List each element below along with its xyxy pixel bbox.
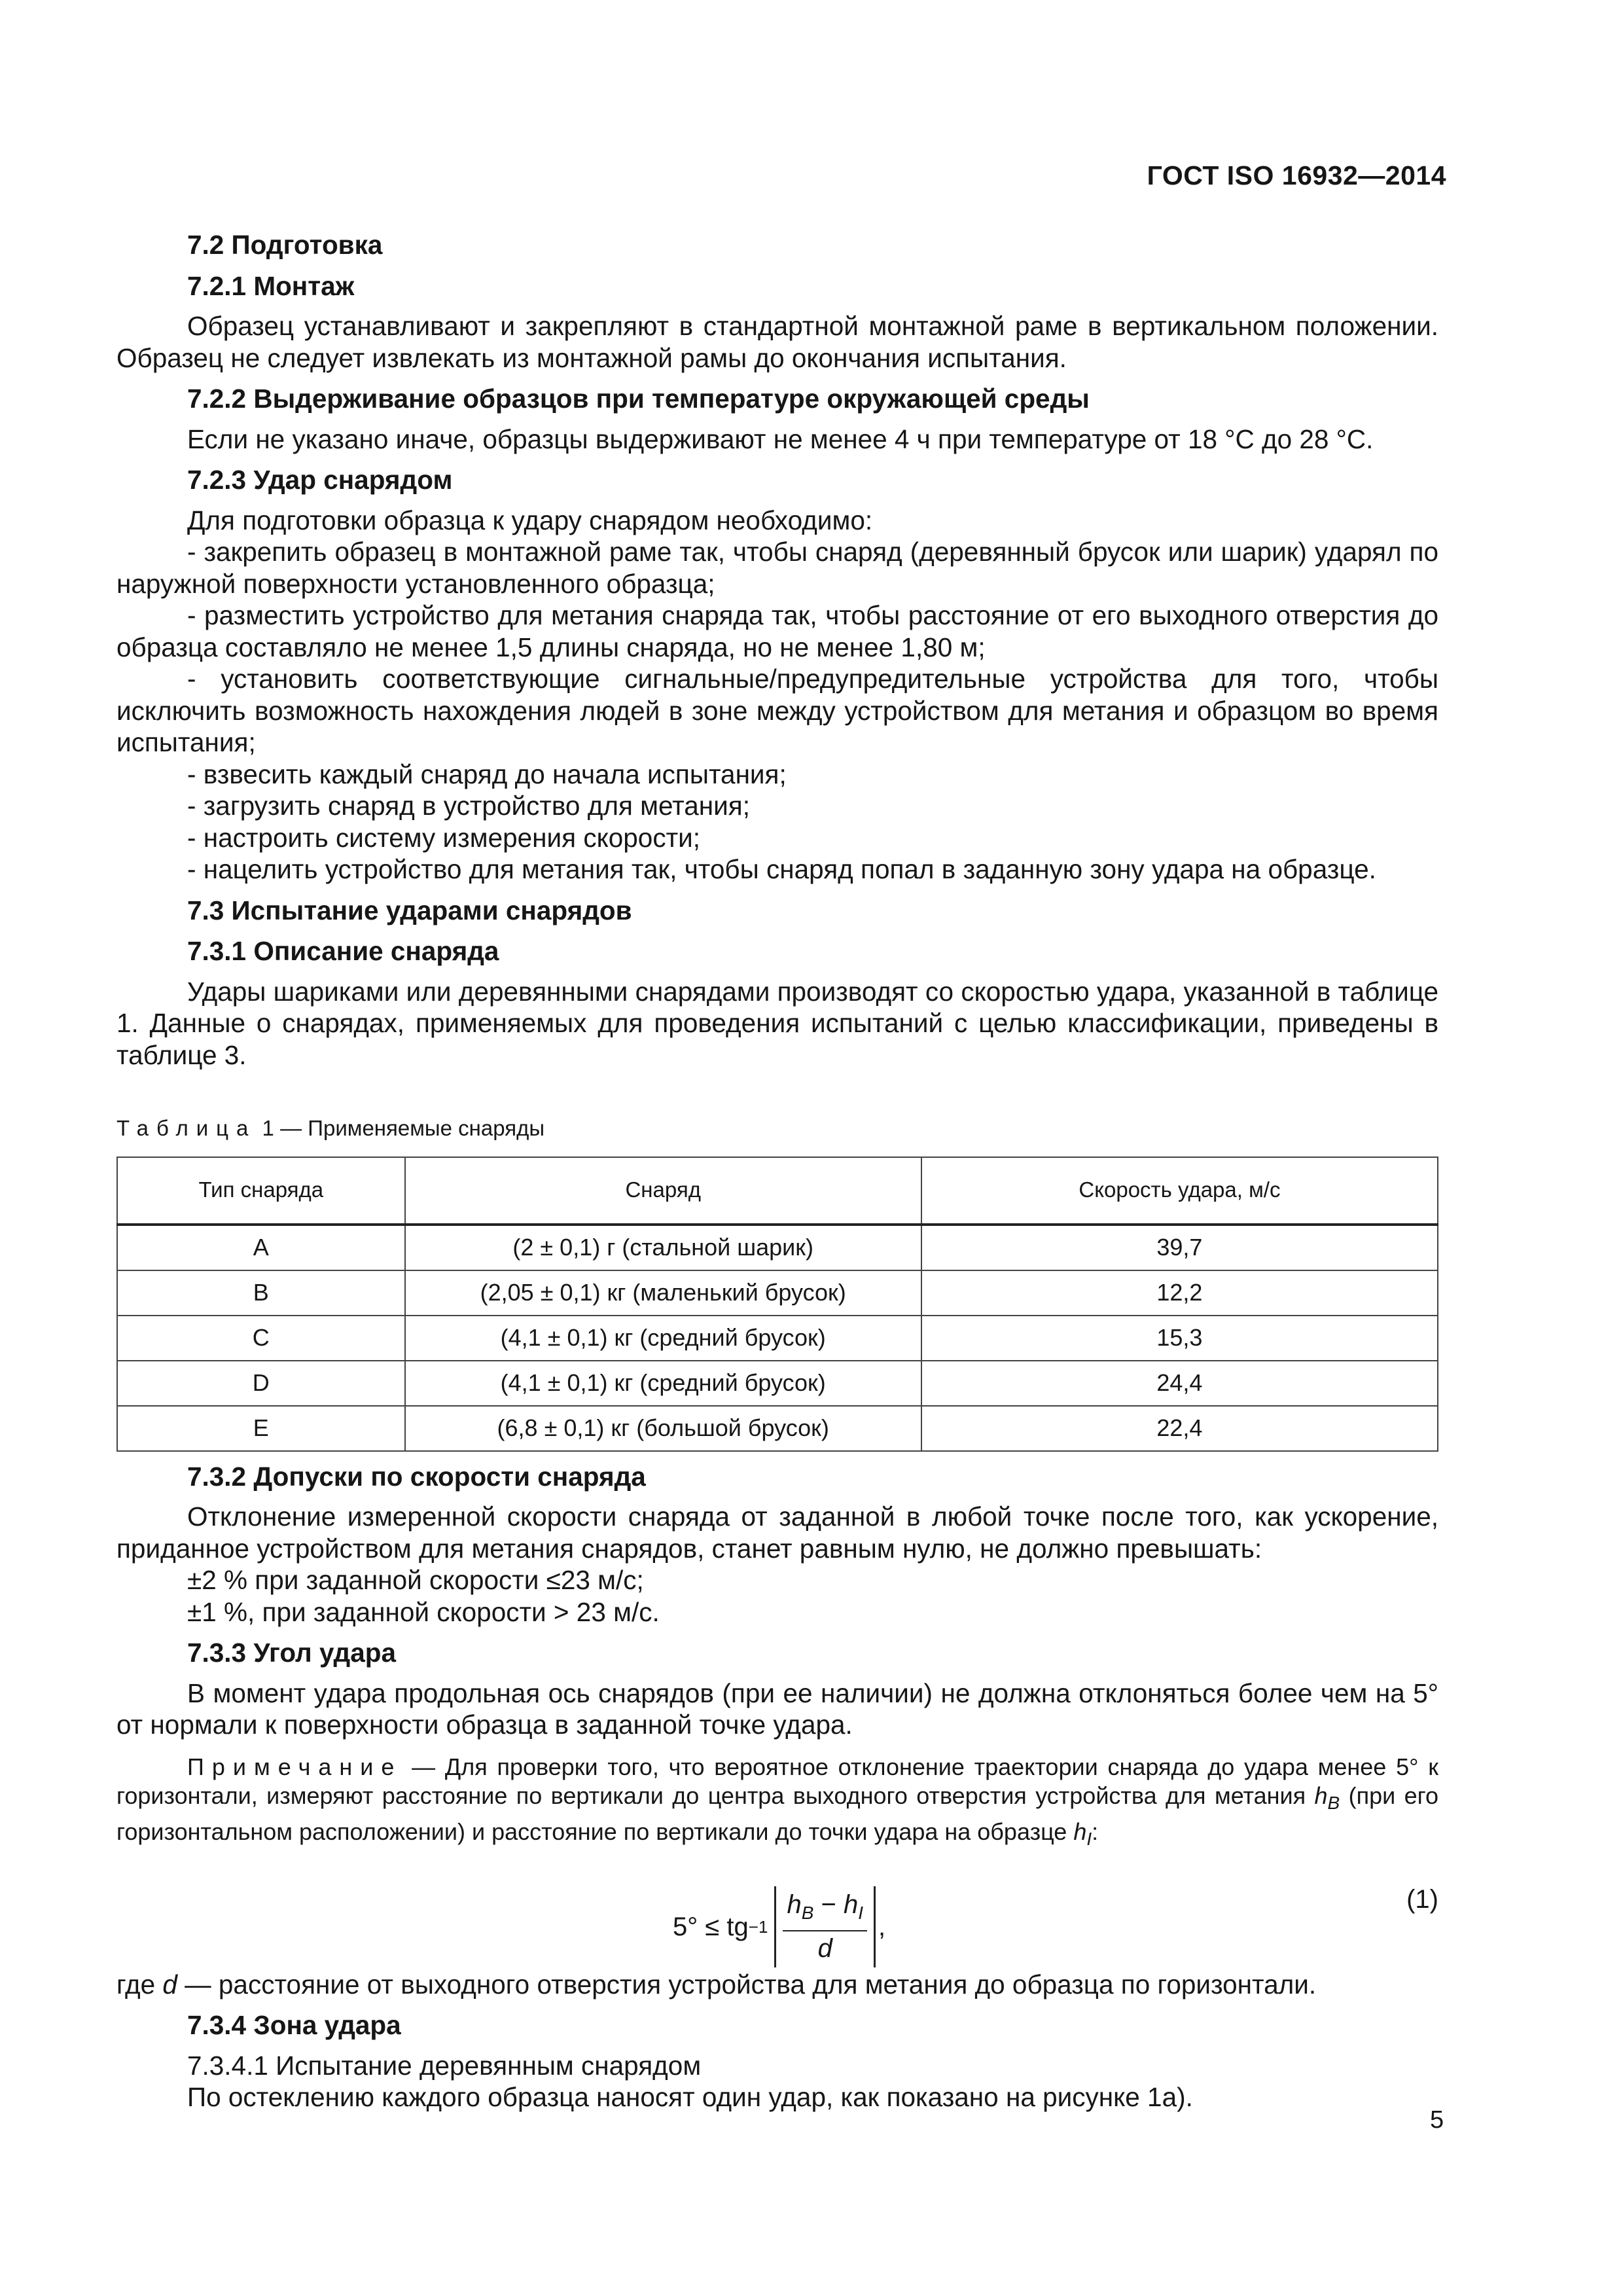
formula-h-b: h	[787, 1890, 802, 1919]
column-header-projectile: Снаряд	[405, 1157, 921, 1225]
cell-type: B	[117, 1270, 405, 1316]
paragraph-7-3-1: Удары шариками или деревянными снарядами производят со скоростью удара, указанной в таблице 1. Данные о снарядах, применяемых для проведения испытаний с целью классификации, приведены в таблице 3.	[116, 976, 1438, 1070]
table-row	[117, 1270, 1438, 1316]
cell-projectile: (2 ± 0,1) г (стальной шарик)	[405, 1225, 921, 1270]
list-item: - установить соответствующие сигнальные/предупредительные устройства для того, чтобы исключить возможность нахождения людей в зоне между устройством для метания и образцом во время испытания;	[116, 664, 1438, 757]
heading-7-2-1: 7.2.1 Монтаж	[187, 270, 355, 301]
table-caption-label: Таблица	[116, 1116, 257, 1140]
where-text: — расстояние от выходного отверстия устройства для метания до образца по горизонтали.	[177, 1969, 1317, 2000]
cell-projectile: (4,1 ± 0,1) кг (средний брусок)	[405, 1361, 921, 1406]
note-text: — Для проверки того, что вероятное отклонение траектории снаряда до удара менее 5° к горизонтали, измеряют расстояние по вертикали до центра выходного отверстия устройства для метания	[116, 1753, 1438, 1809]
paragraph-7-3-4-1: По остеклению каждого образца наносят один удар, как показано на рисунке 1а).	[187, 2082, 1193, 2113]
paragraph-7-3-3: В момент удара продольная ось снарядов (при ее наличии) не должна отклоняться более чем на 5° от нормали к поверхности образца в заданной точке удара.	[116, 1677, 1438, 1740]
list-item: - нацелить устройство для метания так, чтобы снаряд попал в заданную зону удара на образце.	[187, 854, 1376, 884]
list-item: - загрузить снаряд в устройство для метания;	[187, 791, 750, 821]
heading-7-2-3: 7.2.3 Удар снарядом	[187, 465, 453, 495]
page-number: 5	[1430, 2106, 1444, 2134]
cell-type: A	[117, 1225, 405, 1270]
note-var-h: h	[1314, 1782, 1328, 1809]
note-text-2: (при его горизонтальном расположении) и расстояние по вертикали до точки удара на образце	[116, 1782, 1439, 1845]
table-row	[117, 1361, 1438, 1406]
note: Примечание — Для проверки того, что вероятное отклонение траектории снаряда до удара менее 5° к горизонтали, измеряют расстояние по вертикали до центра выходного отверстия устройства для метания $h_B$ (при его горизонтальном расположении) и расстояние по вертикали до точки удара на образце $h_I$:	[116, 1753, 1439, 1849]
paragraph-7-2-1: Образец устанавливают и закрепляют в стандартной монтажной раме в вертикальном положении. Образец не следует извлекать из монтажной рамы до окончания испытания.	[116, 311, 1438, 373]
cell-projectile: (4,1 ± 0,1) кг (средний брусок)	[405, 1316, 921, 1361]
column-header-type: Тип снаряда	[117, 1157, 405, 1225]
formula-lhs: 5° ≤ tg	[673, 1912, 749, 1941]
column-header-speed: Скорость удара, м/с	[921, 1157, 1438, 1225]
document-code: ГОСТ ISO 16932—2014	[1147, 160, 1446, 190]
heading-7-3-2: 7.3.2 Допуски по скорости снаряда	[187, 1461, 646, 1492]
heading-7-3-1: 7.3.1 Описание снаряда	[187, 936, 499, 966]
heading-7-3-4-1: 7.3.4.1 Испытание деревянным снарядом	[187, 2050, 702, 2081]
note-sub-i: I	[1086, 1828, 1092, 1849]
paragraph-7-3-2: Отклонение измеренной скорости снаряда от заданной в любой точке после того, как ускорение, приданное устройством для метания снарядов, станет равным нулю, не должно превышать:	[116, 1501, 1438, 1564]
formula-minus: −	[813, 1890, 844, 1919]
table-row	[117, 1316, 1438, 1361]
formula-sub-b: B	[801, 1902, 814, 1923]
heading-7-2-2: 7.2.2 Выдерживание образцов при температуре окружающей среды	[187, 384, 1090, 414]
heading-7-3: 7.3 Испытание ударами снарядов	[187, 895, 632, 925]
formula-1	[116, 1877, 1438, 1964]
note-var-h2: h	[1073, 1818, 1087, 1845]
cell-projectile: (2,05 ± 0,1) кг (маленький брусок)	[405, 1270, 921, 1316]
tolerance-line-2: ±1 %, при заданной скорости > 23 м/с.	[187, 1596, 660, 1627]
cell-speed: 22,4	[921, 1406, 1438, 1451]
heading-7-2: 7.2 Подготовка	[187, 230, 383, 260]
list-item: - настроить систему измерения скорости;	[187, 822, 700, 853]
projectiles-table	[116, 1157, 1438, 1452]
list-item: - разместить устройство для метания снаряда так, чтобы расстояние от его выходного отверстия до образца составляло не менее 1,5 длины снаряда, но не менее 1,80 м;	[116, 600, 1438, 662]
tolerance-line-1: ±2 % при заданной скорости ≤23 м/с;	[187, 1565, 644, 1595]
where-var-d: d	[162, 1969, 177, 2000]
formula-numerator	[783, 1889, 867, 1932]
cell-type: D	[117, 1361, 405, 1406]
formula-tail: ,	[878, 1912, 886, 1941]
formula-body	[673, 1886, 885, 1967]
cell-projectile: (6,8 ± 0,1) кг (большой брусок)	[405, 1406, 921, 1451]
cell-speed: 15,3	[921, 1316, 1438, 1361]
heading-7-3-3: 7.3.3 Угол удара	[187, 1638, 397, 1668]
formula-exponent: −1	[748, 1916, 768, 1937]
table-caption-title: 1 — Применяемые снаряды	[256, 1116, 545, 1140]
cell-speed: 39,7	[921, 1225, 1438, 1270]
cell-speed: 24,4	[921, 1361, 1438, 1406]
formula-sub-i: I	[858, 1902, 863, 1923]
table-row	[117, 1225, 1438, 1270]
note-sub-b: B	[1327, 1792, 1340, 1813]
paragraph-7-2-3-intro: Для подготовки образца к удару снарядом необходимо:	[187, 505, 873, 535]
table-row	[117, 1406, 1438, 1451]
formula-absolute-fraction	[774, 1886, 876, 1967]
formula-number: (1)	[1406, 1884, 1438, 1914]
cell-type: E	[117, 1406, 405, 1451]
paragraph-7-2-2: Если не указано иначе, образцы выдерживают не менее 4 ч при температуре от 18 °С до 28 °С.	[187, 423, 1374, 454]
formula-h-i: h	[843, 1890, 859, 1919]
heading-7-3-4: 7.3.4 Зона удара	[187, 2010, 401, 2041]
list-item: - закрепить образец в монтажной раме так, чтобы снаряд (деревянный брусок или шарик) ударял по наружной поверхности установленного образца;	[116, 537, 1438, 599]
cell-type: C	[117, 1316, 405, 1361]
table-header-row	[117, 1157, 1438, 1225]
cell-speed: 12,2	[921, 1270, 1438, 1316]
where-clause	[116, 1969, 1438, 2001]
list-item: - взвесить каждый снаряд до начала испытания;	[187, 759, 787, 789]
document-body	[116, 229, 1438, 2113]
table-caption	[116, 1113, 1438, 1145]
note-label: Примечание	[187, 1753, 402, 1780]
where-prefix: где	[116, 1969, 163, 2000]
formula-denominator: d	[817, 1934, 832, 1964]
